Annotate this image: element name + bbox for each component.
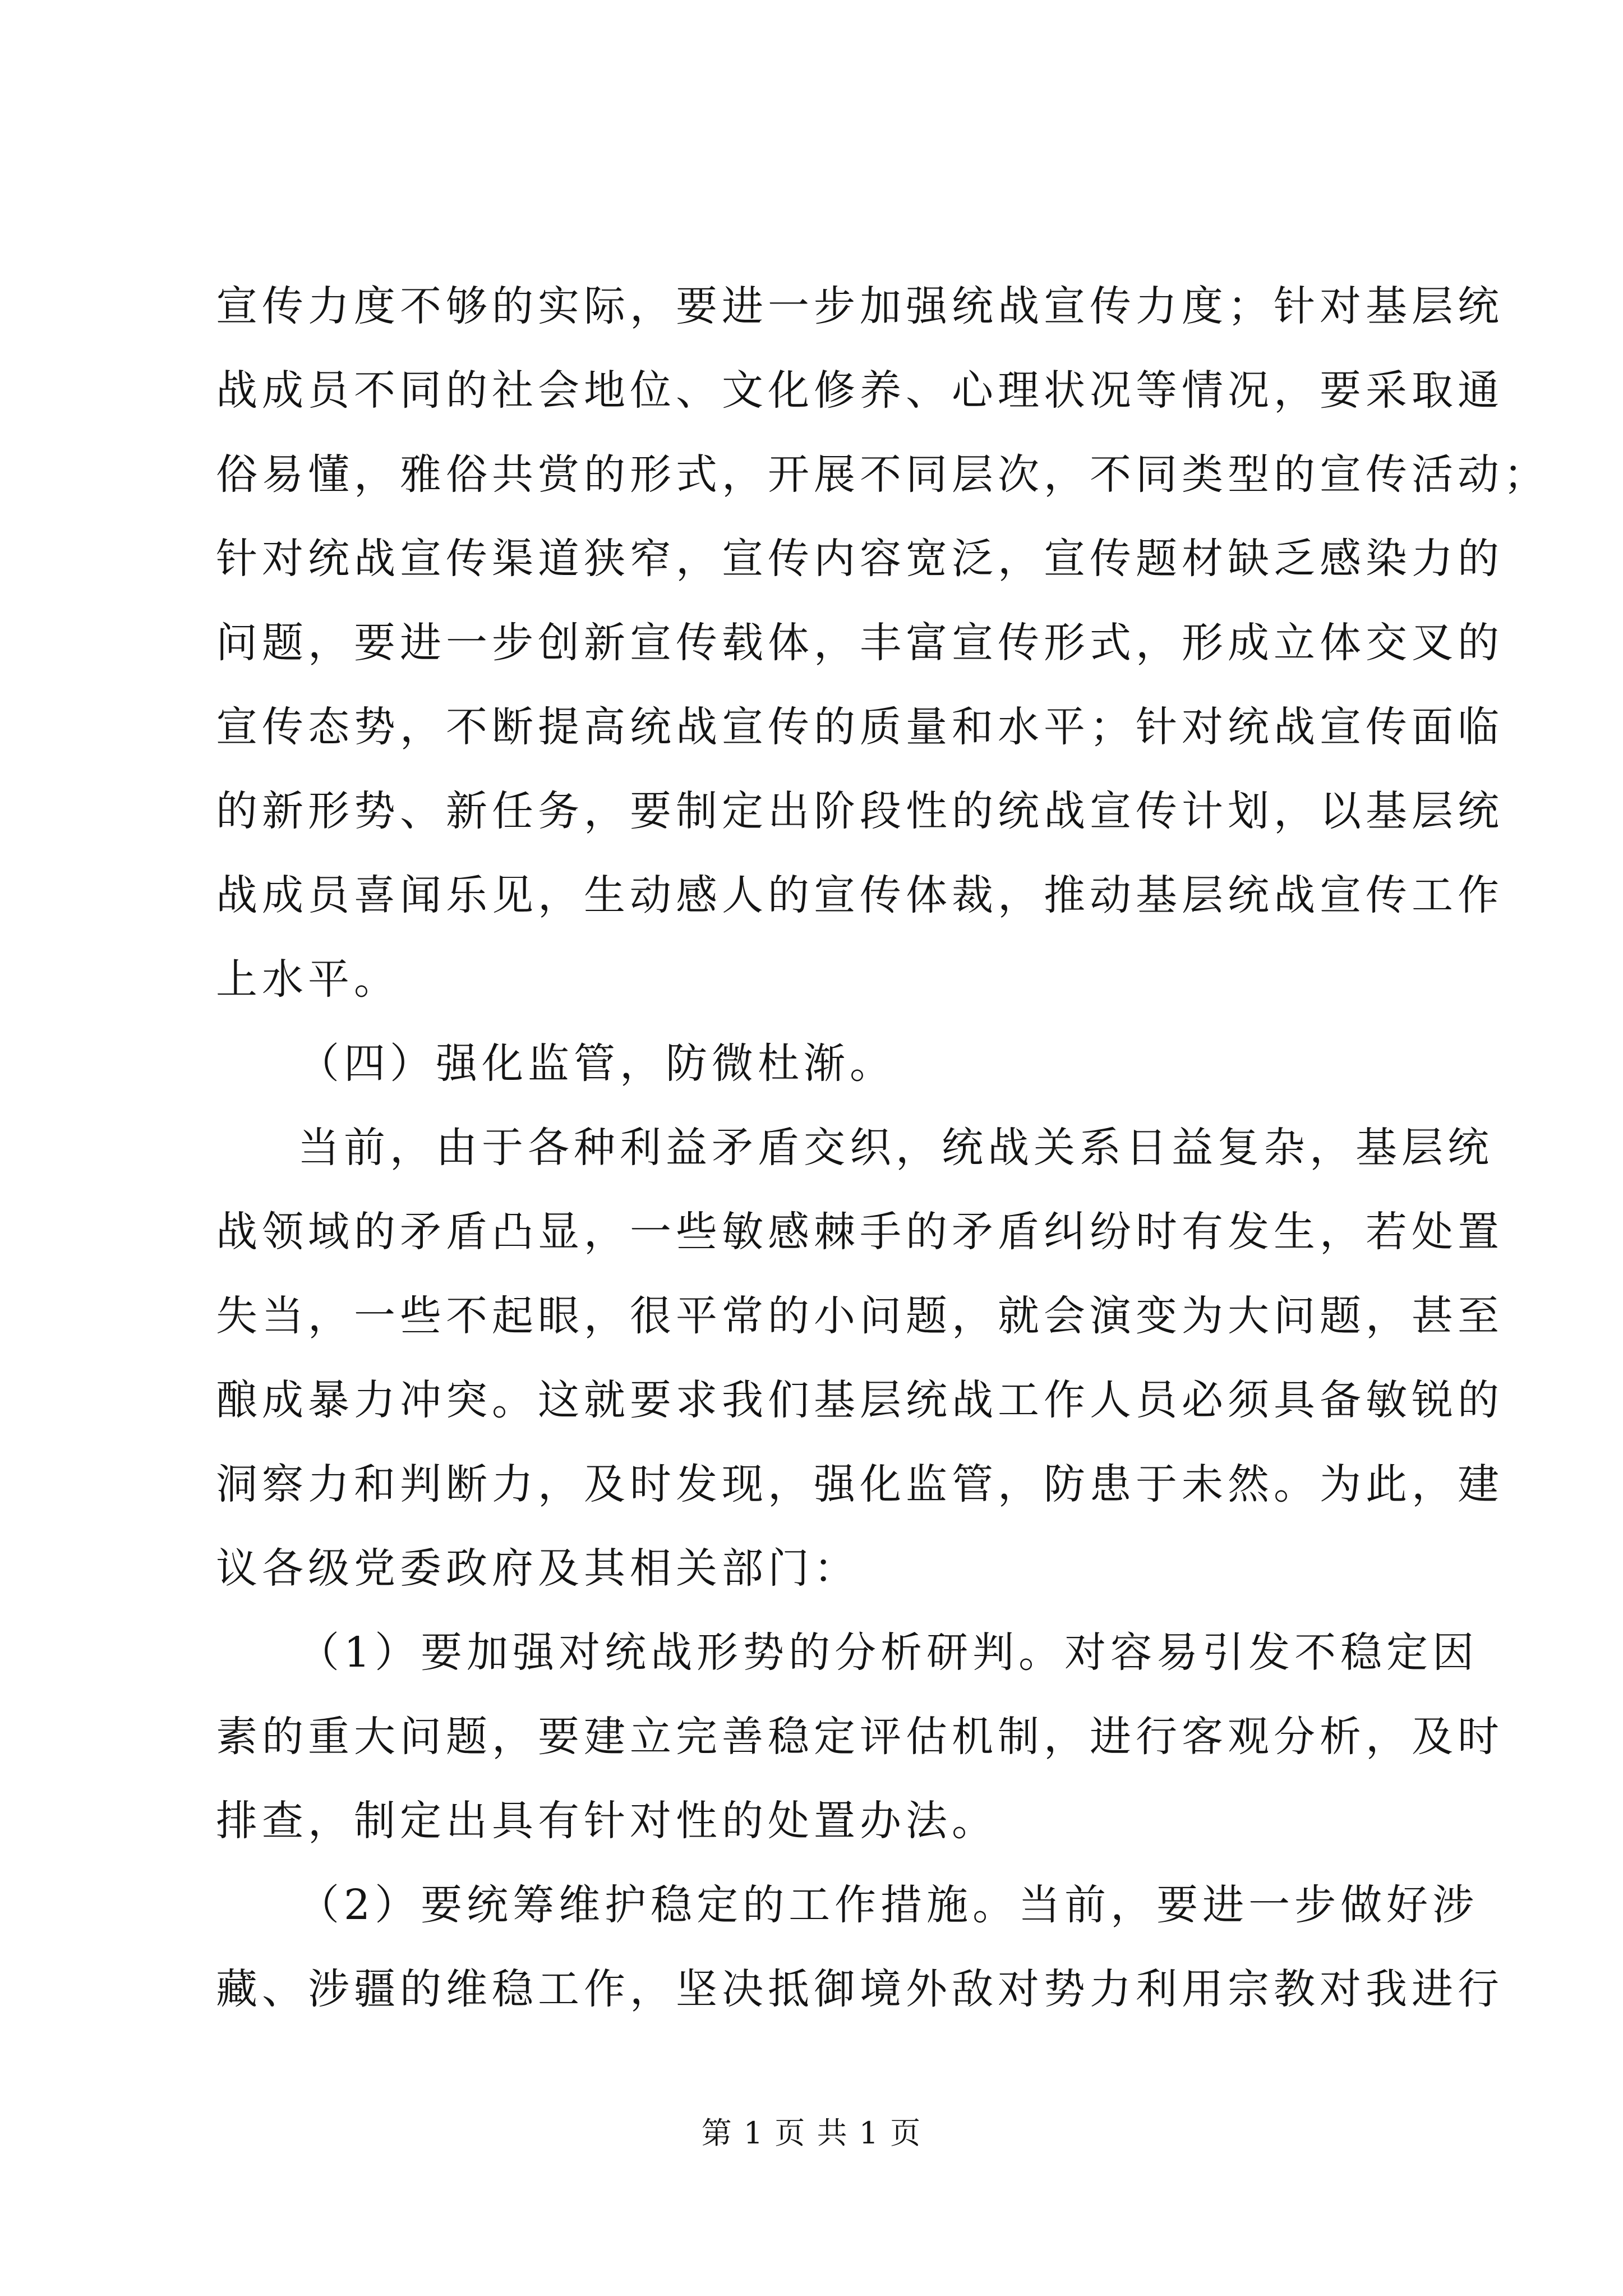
text-line-6: 宣传态势，不断提高统战宣传的质量和水平；针对统战宣传面临 [216,703,1504,751]
text-line-19: 排查，制定出具有针对性的处置办法。 [216,1797,998,1845]
text-line-16: 议各级党委政府及其相关部门： [216,1544,860,1593]
page-number-label: 第 1 页 共 1 页 [701,2115,922,2151]
text-line-2: 战成员不同的社会地位、文化修养、心理状况等情况，要采取通 [216,366,1504,415]
text-line-1: 宣传力度不够的实际，要进一步加强统战宣传力度；针对基层统 [216,282,1504,330]
text-line-5: 问题，要进一步创新宣传载体，丰富宣传形式，形成立体交叉的 [216,619,1504,667]
text-line-13: 失当，一些不起眼，很平常的小问题，就会演变为大问题，甚至 [216,1292,1504,1340]
text-line-18: 素的重大问题，要建立完善稳定评估机制，进行客观分析，及时 [216,1713,1504,1761]
text-line-7: 的新形势、新任务，要制定出阶段性的统战宣传计划，以基层统 [216,787,1504,835]
document-body [216,264,1550,2031]
text-line-14: 酿成暴力冲突。这就要求我们基层统战工作人员必须具备敏锐的 [216,1376,1504,1424]
text-line-12: 战领域的矛盾凸显，一些敏感棘手的矛盾纠纷时有发生，若处置 [216,1208,1504,1256]
text-line-9: 上水平。 [216,955,400,1004]
text-line-17: （1）要加强对统战形势的分析研判。对容易引发不稳定因 [298,1628,1479,1677]
text-line-15: 洞察力和判断力，及时发现，强化监管，防患于未然。为此，建 [216,1460,1504,1508]
text-line-21: 藏、涉疆的维稳工作，坚决抵御境外敌对势力利用宗教对我进行 [216,1965,1504,2013]
text-line-8: 战成员喜闻乐见，生动感人的宣传体裁，推动基层统战宣传工作 [216,871,1504,919]
text-line-11: 当前，由于各种利益矛盾交织，统战关系日益复杂，基层统 [298,1124,1493,1172]
page-footer [0,2114,1623,2153]
text-line-4: 针对统战宣传渠道狭窄，宣传内容宽泛，宣传题材缺乏感染力的 [216,535,1504,583]
section-heading: （四）强化监管，防微杜渐。 [298,1039,896,1088]
text-line-3: 俗易懂，雅俗共赏的形式，开展不同层次，不同类型的宣传活动； [216,450,1550,499]
text-line-20: （2）要统筹维护稳定的工作措施。当前，要进一步做好涉 [298,1881,1479,1929]
